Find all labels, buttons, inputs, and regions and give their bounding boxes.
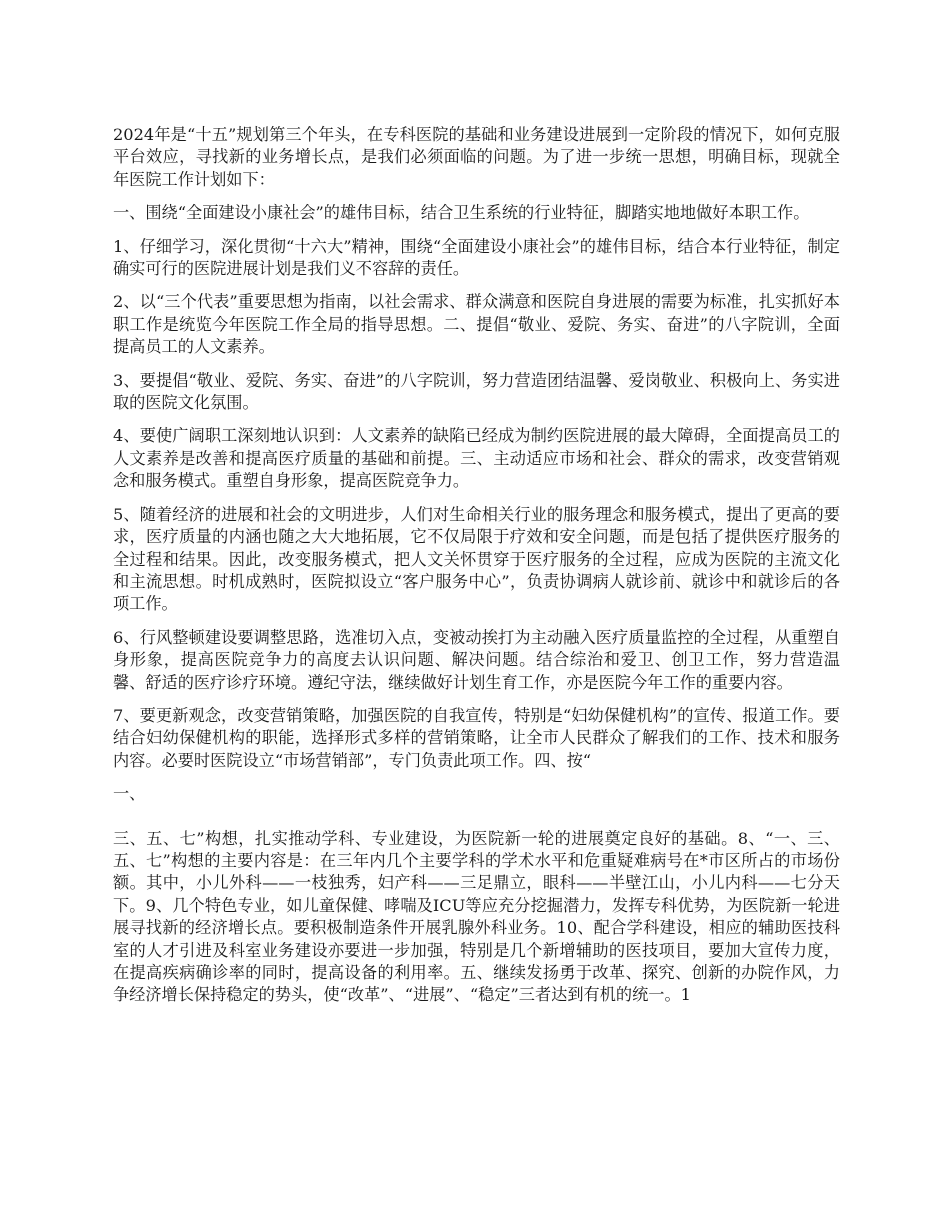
item-3-paragraph: 3、要提倡“敬业、爱院、务实、奋进”的八字院训，努力营造团结温馨、爱岗敬业、积极向上、务实进取的医院文化氛围。 [113, 370, 840, 413]
item-6-paragraph: 6、行风整顿建设要调整思路，选准切入点，变被动挨打为主动融入医疗质量监控的全过程，从重塑自身形象，提高医院竞争力的高度去认识问题、解决问题。结合综治和爱卫、创卫工作，努力营造温馨、舒适的医疗诊疗环境。遵纪守法，继续做好计划生育工作，亦是医院今年工作的重要内容。 [113, 627, 840, 692]
item-4-paragraph: 4、要使广阔职工深刻地认识到：人文素养的缺陷已经成为制约医院进展的最大障碍，全面提高员工的人文素养是改善和提高医疗质量的基础和前提。三、主动适应市场和社会、群众的需求，改变营销观念和服务模式。重塑自身形象，提高医院竞争力。 [113, 426, 840, 491]
item-7-paragraph: 7、要更新观念，改变营销策略，加强医院的自我宣传，特别是“妇幼保健机构”的宣传、报道工作。要结合妇幼保健机构的职能，选择形式多样的营销策略，让全市人民群众了解我们的工作、技术和服务内容。必要时医院设立“市场营销部”，专门负责此项工作。四、按“ [113, 705, 840, 770]
item-5-paragraph: 5、随着经济的进展和社会的文明进步，人们对生命相关行业的服务理念和服务模式，提出了更高的要求，医疗质量的内涵也随之大大地拓展，它不仅局限于疗效和安全问题，而是包括了提供医疗服务的全过程和结果。因此，改变服务模式，把人文关怀贯穿于医疗服务的全过程，应成为医院的主流文化和主流思想。时机成熟时，医院拟设立“客户服务中心”，负责协调病人就诊前、就诊中和就诊后的各项工作。 [113, 504, 840, 614]
item-8-10-paragraph: 三、五、七”构想，扎实推动学科、专业建设，为医院新一轮的进展奠定良好的基础。8、“一、三、五、七”构想的主要内容是：在三年内几个主要学科的学术水平和危重疑难病号在*市区所占的市场份额。其中，小儿外科——一枝独秀，妇产科——三足鼎立，眼科——半壁江山，小儿内科——七分天下。9、几个特色专业，如儿童保健、哮喘及ICU等应充分挖掘潜力，发挥专科优势，为医院新一轮进展寻找新的经济增长点。要积极制造条件开展乳腺外科业务。10、配合学科建设，相应的辅助医技科室的人才引进及科室业务建设亦要进一步加强，特别是几个新增辅助的医技项目，要加大宣传力度，在提高疾病确诊率的同时，提高设备的利用率。五、继续发扬勇于改革、探究、创新的办院作风，力争经济增长保持稳定的势头，使“改革”、“进展”、“稳定”三者达到有机的统一。1 [113, 828, 840, 1005]
section-1-heading-paragraph: 一、围绕“全面建设小康社会”的雄伟目标，结合卫生系统的行业特征，脚踏实地地做好本职工作。 [113, 203, 810, 223]
item-2-paragraph: 2、以“三个代表”重要思想为指南，以社会需求、群众满意和医院自身进展的需要为标准，扎实抓好本职工作是统览今年医院工作全局的指导思想。二、提倡“敬业、爱院、务实、奋进”的八字院训，全面提高员工的人文素养。 [113, 292, 840, 357]
document-body [113, 124, 840, 1018]
item-1-paragraph: 1、仔细学习，深化贯彻“十六大”精神，围绕“全面建设小康社会”的雄伟目标，结合本行业特征，制定确实可行的医院进展计划是我们义不容辞的责任。 [113, 236, 840, 279]
fragment-paragraph: 一、 [113, 784, 146, 804]
intro-paragraph: 2024年是“十五”规划第三个年头，在专科医院的基础和业务建设进展到一定阶段的情况下，如何克服平台效应，寻找新的业务增长点，是我们必须面临的问题。为了进一步统一思想，明确目标，现就全年医院工作计划如下： [113, 125, 840, 189]
